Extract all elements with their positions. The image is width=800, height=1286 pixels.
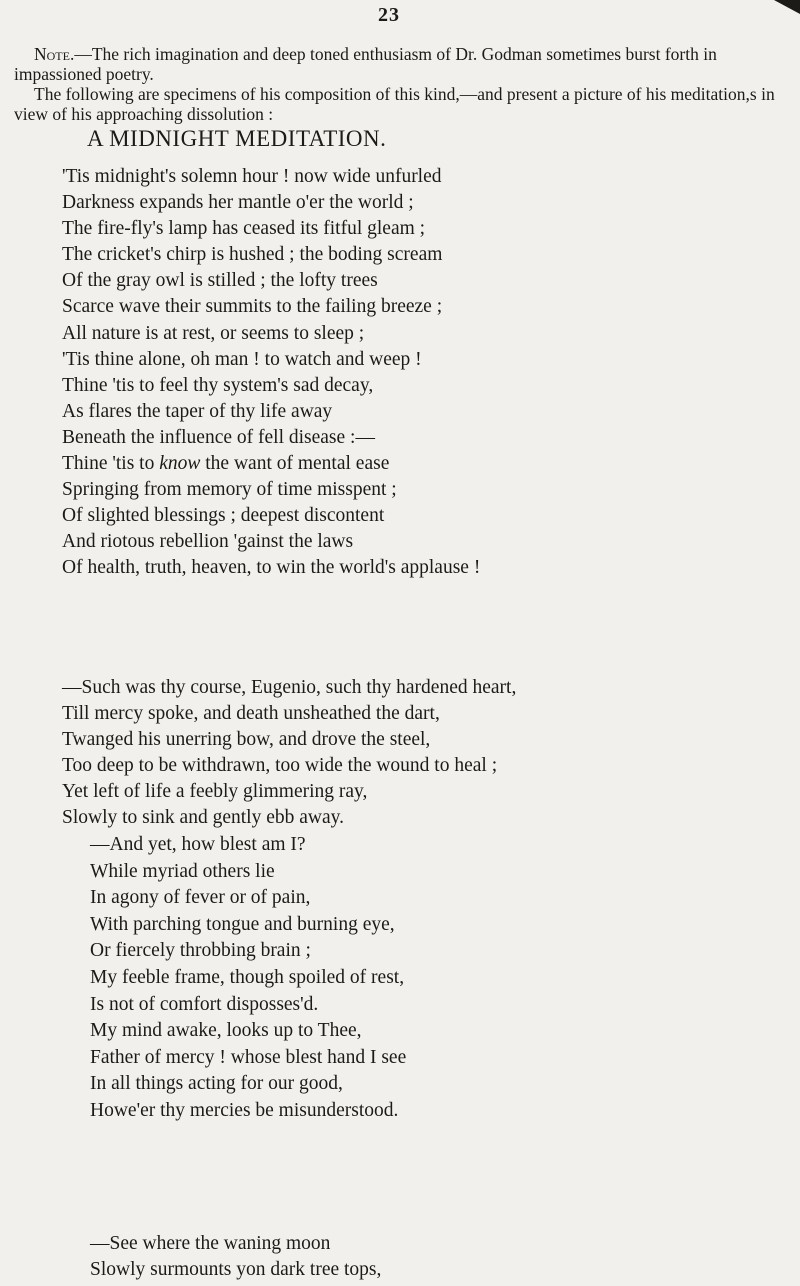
poem-line: Of slighted blessings ; deepest discontent [62,505,385,527]
poem-line: Or fiercely throbbing brain ; [90,940,311,962]
note-paragraph-1-text: —The rich imagination and deep toned enthusiasm of Dr. Godman sometimes burst forth in impassioned poetry. [14,44,717,84]
poem-line: —See where the waning moon [90,1233,331,1254]
poem-line: —Such was thy course, Eugenio, such thy hardened heart, [62,677,517,698]
poem-line: In all things acting for our good, [90,1073,343,1095]
poem-line: Till mercy spoke, and death unsheathed the dart, [62,703,440,725]
poem-line: Father of mercy ! whose blest hand I see [90,1046,407,1068]
poem-line: Beneath the influence of fell disease :— [62,426,375,448]
poem-line: With parching tongue and burning eye, [90,913,395,935]
poem-line [62,451,480,477]
poem-line: Springing from memory of time misspent ; [62,479,397,501]
poem-line-end: the want of mental ease [200,453,390,475]
poem-line: Slowly to sink and gently ebb away. [62,807,344,829]
poem-line: Slowly surmounts yon dark tree tops, [90,1259,382,1281]
poem-line: And riotous rebellion 'gainst the laws [62,531,354,553]
poem-line: 'Tis midnight's solemn hour ! now wide unfurled [62,166,442,187]
poem-line: Of health, truth, heaven, to win the world's applause ! [62,557,481,579]
poem-line: —And yet, how blest am I? [90,834,306,855]
poem-line: Of the gray owl is stilled ; the lofty trees [62,270,378,292]
page-corner-mark [774,0,800,14]
poem-line: My feeble frame, though spoiled of rest, [90,966,405,988]
poem-line: Darkness expands her mantle o'er the world ; [62,192,414,214]
poem-line: In agony of fever or of pain, [90,887,311,909]
poem-line-start: Thine 'tis to [62,453,155,475]
poem-line: Howe'er thy mercies be misunderstood. [90,1099,399,1121]
note-paragraph-1 [14,44,794,84]
poem-line: Too deep to be withdrawn, too wide the wound to heal ; [62,755,498,777]
poem-title: A MIDNIGHT MEDITATION. [87,126,387,151]
poem-line: Thine 'tis to feel thy system's sad decay, [62,374,374,396]
poem-line: Is not of comfort disposses'd. [90,993,319,1015]
poem-line: Yet left of life a feebly glimmering ray, [62,781,368,803]
poem-stanza-1 [62,164,480,582]
poem-line: Scarce wave their summits to the failing breeze ; [62,296,443,318]
page-number: 23 [378,4,400,26]
poem-stanza-3 [90,832,406,1125]
note-label: Note. [34,44,75,64]
poem-line: While myriad others lie [90,860,275,882]
poem-line: Twanged his unerring bow, and drove the steel, [62,729,431,751]
italic-word-know: know [159,453,201,475]
poem-line: All nature is at rest, or seems to sleep ; [62,322,365,344]
poem-stanza-4 [90,1231,381,1283]
poem-stanza-2 [62,675,516,832]
poem-line: As flares the taper of thy life away [62,400,333,422]
note-paragraph-2: The following are specimens of his composition of this kind,—and present a picture of his meditation,s in view of his approaching dissolution : [14,84,775,124]
poem-line: The cricket's chirp is hushed ; the boding scream [62,244,443,266]
poem-line: 'Tis thine alone, oh man ! to watch and weep ! [62,348,422,370]
poem-line: The fire-fly's lamp has ceased its fitful gleam ; [62,218,426,240]
poem-line: My mind awake, looks up to Thee, [90,1020,362,1042]
editor-note [14,44,794,124]
